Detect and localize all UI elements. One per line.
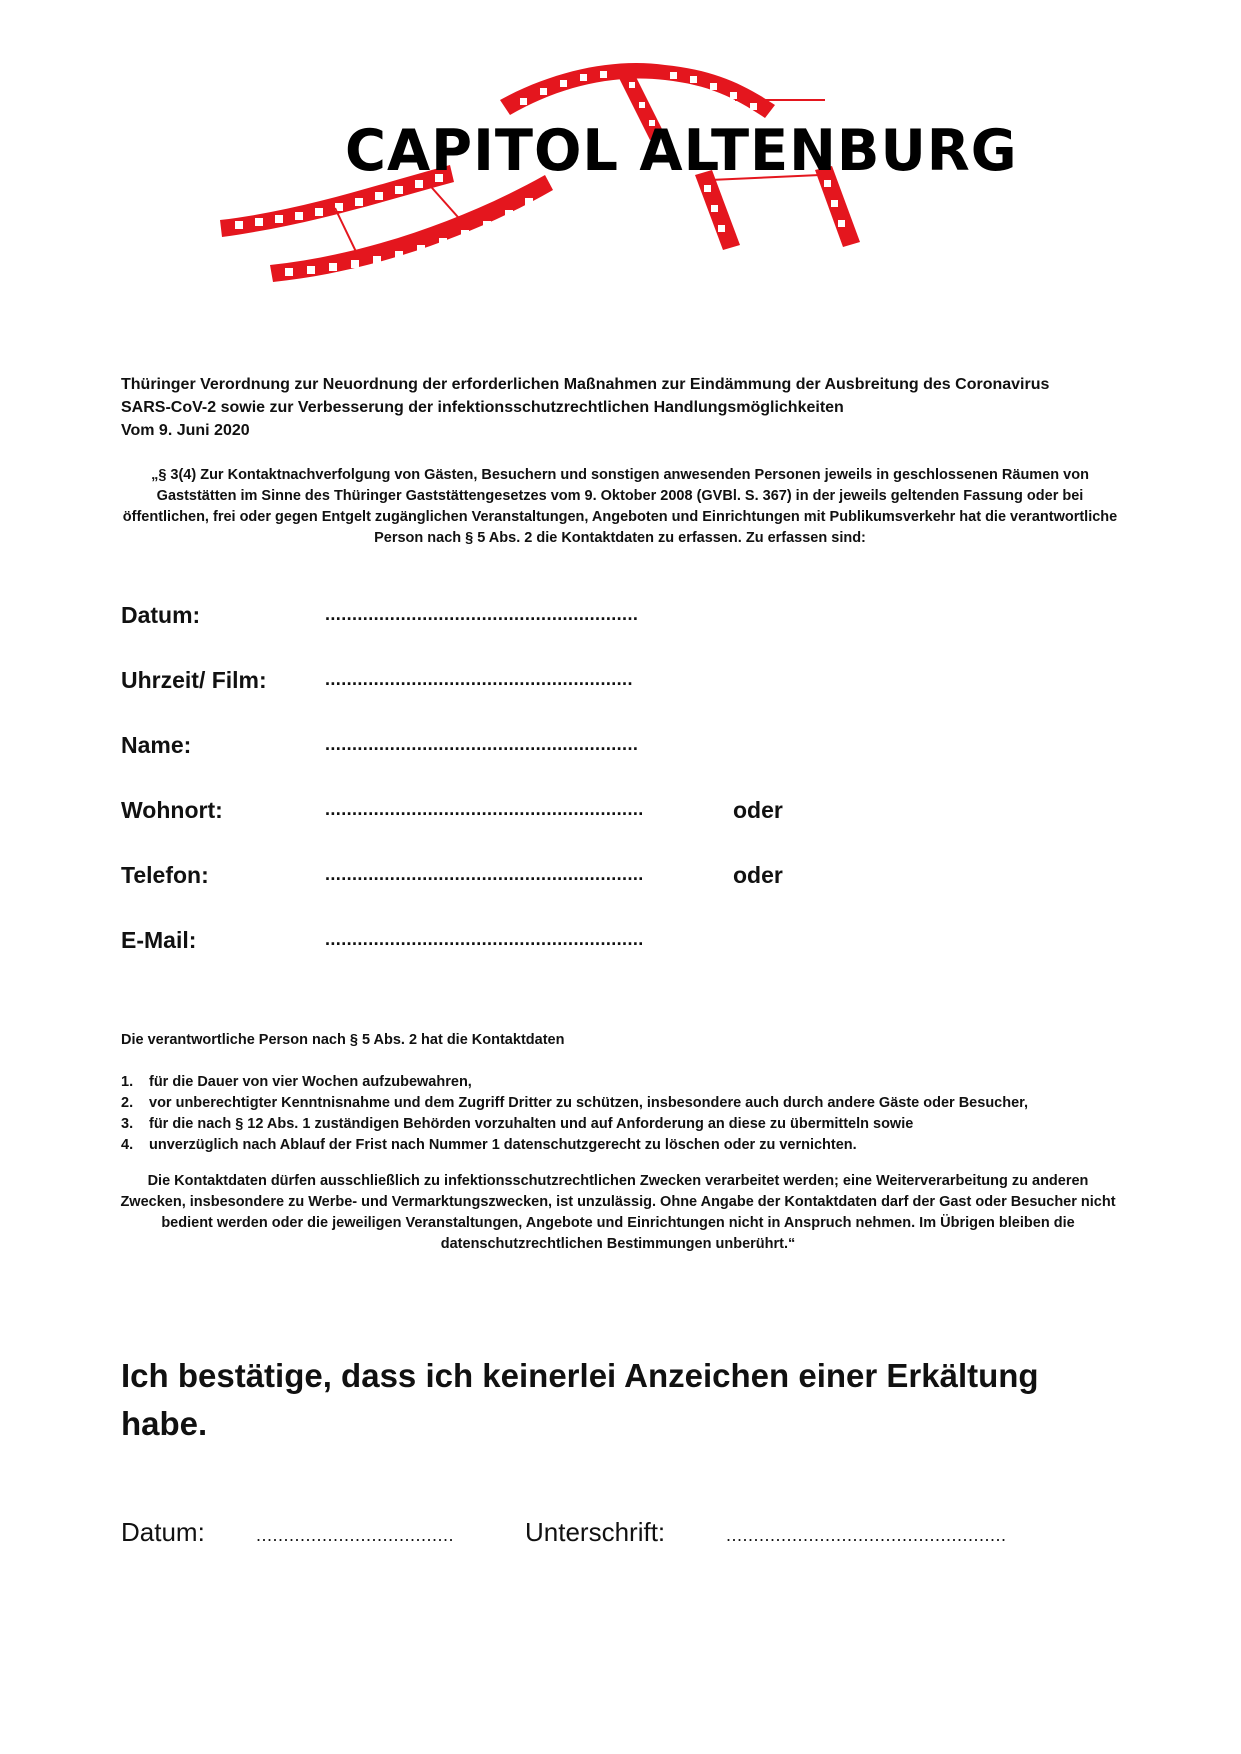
fill-in-line[interactable]: ........................................................... (325, 799, 644, 819)
ordinance-title (121, 373, 1121, 442)
fill-in-line[interactable]: .......................................................... (325, 604, 639, 624)
field-datum[interactable] (121, 602, 821, 638)
signature-date-line[interactable]: .................................... (256, 1525, 455, 1545)
field-email[interactable] (121, 927, 821, 963)
list-number: 1. (121, 1074, 134, 1090)
signature-label: Unterschrift: (525, 1517, 666, 1547)
signature-line[interactable]: ................................................... (726, 1525, 1007, 1545)
list-text: vor unberechtigter Kenntnisnahme und dem Zugriff Dritter zu schützen, insbesondere auch durch andere Gäste oder Besucher, (149, 1095, 1029, 1111)
list-text: unverzüglich nach Ablauf der Frist nach Nummer 1 datenschutzgerecht zu löschen oder zu vernichten. (149, 1137, 857, 1153)
list-text: für die Dauer von vier Wochen aufzubewahren, (149, 1074, 472, 1090)
field-label: E-Mail: (121, 927, 197, 953)
list-number: 4. (121, 1137, 134, 1153)
ordinance-line-1: Thüringer Verordnung zur Neuordnung der erforderlichen Maßnahmen zur Eindämmung der Ausbreitung des Coronavirus (121, 376, 1050, 393)
duties-intro: Die verantwortliche Person nach § 5 Abs. 2 hat die Kontaktdaten (121, 1032, 565, 1048)
field-label: Name: (121, 732, 192, 758)
list-text: für die nach § 12 Abs. 1 zuständigen Behörden vorzuhalten und auf Anforderung an diese zu übermitteln sowie (149, 1116, 914, 1132)
confirmation-statement: Ich bestätige, dass ich keinerlei Anzeichen einer Erkältung habe. (121, 1357, 1039, 1442)
field-wohnort[interactable] (121, 797, 821, 833)
film-strip-icon (215, 60, 1005, 320)
ordinance-line-2: SARS-CoV-2 sowie zur Verbesserung der infektionsschutzrechtlichen Handlungsmöglichkeiten (121, 399, 844, 416)
closing-paragraph: Die Kontaktdaten dürfen ausschließlich zu infektionsschutzrechtlichen Zwecken verarbeitet werden; eine Weiterverarbeitung zu anderen Zwecken, insbesondere zu Werbe- und Vermarktungszwecken, ist unzulässig. Ohne Angabe der Kontaktdaten darf der Gast oder Besucher nicht bedient werden oder die jeweiligen Veranstaltungen, Angebote und Einrichtungen nicht in Anspruch nehmen. Im Übrigen bleiben die datenschutzrechtlichen Bestimmungen unberührt.“ (120, 1173, 1116, 1252)
signature-row (121, 1517, 1121, 1557)
field-label: Wohnort: (121, 797, 223, 823)
fill-in-line[interactable]: ......................................................... (325, 669, 633, 689)
fill-in-line[interactable]: .......................................................... (325, 734, 639, 754)
field-telefon[interactable] (121, 862, 821, 898)
fill-in-line[interactable]: ........................................................... (325, 929, 644, 949)
list-number: 2. (121, 1095, 134, 1111)
ordinance-line-3: Vom 9. Juni 2020 (121, 422, 250, 439)
list-item (121, 1135, 1028, 1156)
field-uhrzeit-film[interactable] (121, 667, 821, 703)
logo-wordmark: CAPITOL ALTENBURG (345, 118, 1018, 184)
field-label: Telefon: (121, 862, 209, 888)
list-item (121, 1072, 1028, 1093)
field-label: Uhrzeit/ Film: (121, 667, 267, 693)
capitol-altenburg-logo (215, 60, 1018, 320)
fill-in-line[interactable]: ........................................................... (325, 864, 644, 884)
signature-date-label: Datum: (121, 1517, 205, 1547)
list-number: 3. (121, 1116, 134, 1132)
duties-list (121, 1072, 1028, 1156)
list-item (121, 1093, 1028, 1114)
field-name[interactable] (121, 732, 821, 768)
list-item (121, 1114, 1028, 1135)
oder-text: oder (733, 862, 783, 888)
ordinance-quote: „§ 3(4) Zur Kontaktnachverfolgung von Gästen, Besuchern und sonstigen anwesenden Personen jeweils in geschlossenen Räumen von Gaststätten im Sinne des Thüringer Gaststättengesetzes vom 9. Oktober 2008 (GVBl. S. 367) in der jeweils geltenden Fassung oder bei öffentlichen, frei oder gegen Entgelt zugänglichen Veranstaltungen, Angeboten und Einrichtungen mit Publikumsverkehr hat die verantwortliche Person nach § 5 Abs. 2 die Kontaktdaten zu erfassen. Zu erfassen sind: (122, 467, 1118, 546)
field-label: Datum: (121, 602, 201, 628)
oder-text: oder (733, 797, 783, 823)
